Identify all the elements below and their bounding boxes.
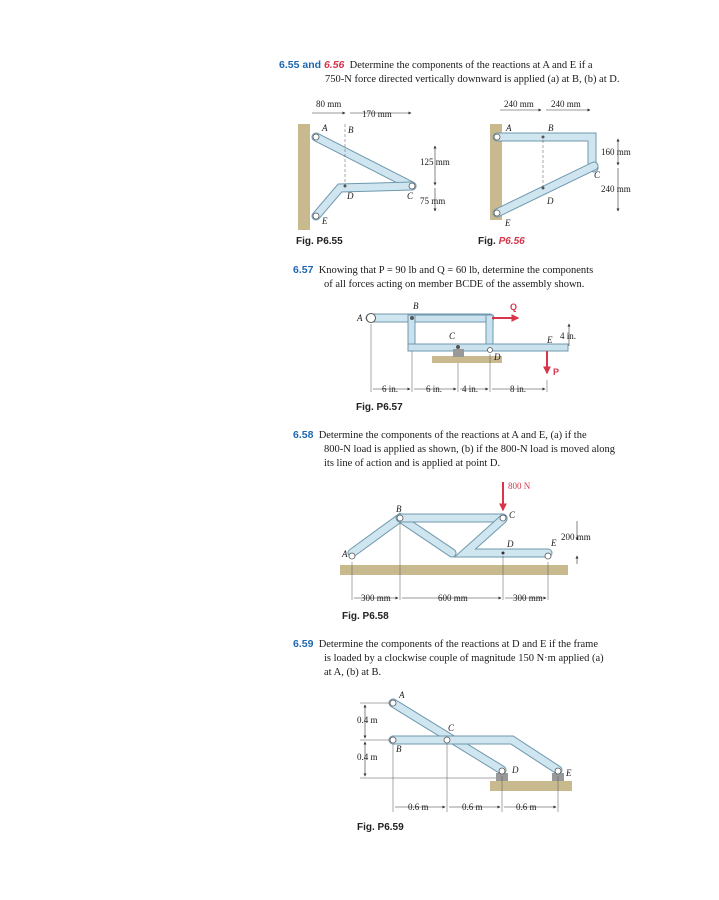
svg-text:A: A	[322, 123, 328, 133]
dim-75mm: 75 mm	[420, 196, 446, 206]
svg-text:D: D	[347, 191, 354, 201]
problem-6-57-text: 6.57 Knowing that P = 90 lb and Q = 60 lb, determine the components of all forces acting on member BCDE of the assembly shown.	[293, 264, 594, 290]
svg-text:300 mm: 300 mm	[361, 593, 391, 603]
load-p: P	[553, 367, 560, 377]
svg-text:B: B	[396, 504, 402, 514]
wall	[298, 124, 310, 230]
svg-text:200 mm: 200 mm	[561, 532, 591, 542]
svg-text:0.6 m: 0.6 m	[408, 802, 429, 812]
problem-6-58-text: 6.58 Determine the components of the reactions at A and E, (a) if the 800-N load is applied as shown, (b) if the 800-N load is moved along its line of action and is applied at point D.	[293, 429, 616, 469]
svg-text:E: E	[322, 216, 328, 226]
svg-text:C: C	[509, 510, 516, 520]
caption-p6-58: Fig. P6.58	[342, 611, 389, 622]
svg-text:0.6 m: 0.6 m	[462, 802, 483, 812]
ground	[340, 565, 568, 575]
figure-p6-58	[340, 481, 591, 603]
svg-text:C: C	[448, 723, 455, 733]
load-800n: 800 N	[508, 481, 531, 491]
svg-text:B: B	[348, 125, 354, 135]
svg-text:600 mm: 600 mm	[438, 593, 468, 603]
svg-text:B: B	[413, 301, 419, 311]
svg-text:D: D	[512, 765, 519, 775]
caption-p6-55: Fig. P6.55	[296, 236, 343, 247]
svg-text:E: E	[505, 218, 511, 228]
svg-text:6 in.: 6 in.	[426, 384, 443, 394]
figure-p6-55	[298, 99, 450, 230]
svg-text:6 in.: 6 in.	[382, 384, 399, 394]
svg-text:4 in.: 4 in.	[462, 384, 479, 394]
svg-text:D: D	[547, 196, 554, 206]
svg-text:300 mm: 300 mm	[513, 593, 543, 603]
svg-text:8 in.: 8 in.	[510, 384, 527, 394]
svg-text:0.6 m: 0.6 m	[516, 802, 537, 812]
svg-text:D: D	[494, 352, 501, 362]
dim-80mm: 80 mm	[316, 99, 342, 109]
caption-p6-59: Fig. P6.59	[357, 822, 404, 833]
figure-p6-57	[356, 301, 576, 394]
problem-6-55-text: 6.55 and 6.56 Determine the components of the reactions at A and E if a 750-N force directed vertically downward is applied (a) at B, (b) at D.	[279, 59, 620, 85]
svg-text:C: C	[594, 170, 601, 180]
svg-text:E: E	[551, 538, 557, 548]
load-q: Q	[510, 302, 518, 312]
dim-125mm: 125 mm	[420, 157, 450, 167]
svg-text:A: A	[357, 313, 363, 323]
svg-text:A: A	[399, 690, 405, 700]
svg-text:C: C	[407, 191, 414, 201]
problem-6-59-text: 6.59 Determine the components of the reactions at D and E if the frame is loaded by a clockwise couple of magnitude 150 N·m applied (a) at A, (b) at B.	[293, 638, 604, 678]
svg-text:0.4 m: 0.4 m	[357, 715, 378, 725]
svg-text:B: B	[548, 123, 554, 133]
svg-text:E: E	[547, 335, 553, 345]
svg-text:240 mm: 240 mm	[504, 99, 534, 109]
ground	[490, 781, 572, 791]
svg-text:A: A	[342, 549, 348, 559]
svg-text:240 mm: 240 mm	[601, 184, 631, 194]
svg-text:A: A	[506, 123, 512, 133]
svg-text:B: B	[396, 744, 402, 754]
svg-text:0.4 m: 0.4 m	[357, 752, 378, 762]
svg-text:4 in.: 4 in.	[560, 331, 577, 341]
svg-text:240 mm: 240 mm	[551, 99, 581, 109]
dim-170mm: 170 mm	[362, 109, 392, 119]
figure-p6-59	[357, 690, 572, 812]
svg-text:160 mm: 160 mm	[601, 147, 631, 157]
figure-p6-56	[490, 99, 631, 228]
svg-text:E: E	[566, 768, 572, 778]
svg-text:D: D	[507, 539, 514, 549]
problem-number: 6.55 and 6.56	[279, 59, 345, 71]
caption-p6-56: Fig. P6.56	[478, 236, 525, 247]
caption-p6-57: Fig. P6.57	[356, 402, 403, 413]
svg-text:C: C	[449, 331, 456, 341]
